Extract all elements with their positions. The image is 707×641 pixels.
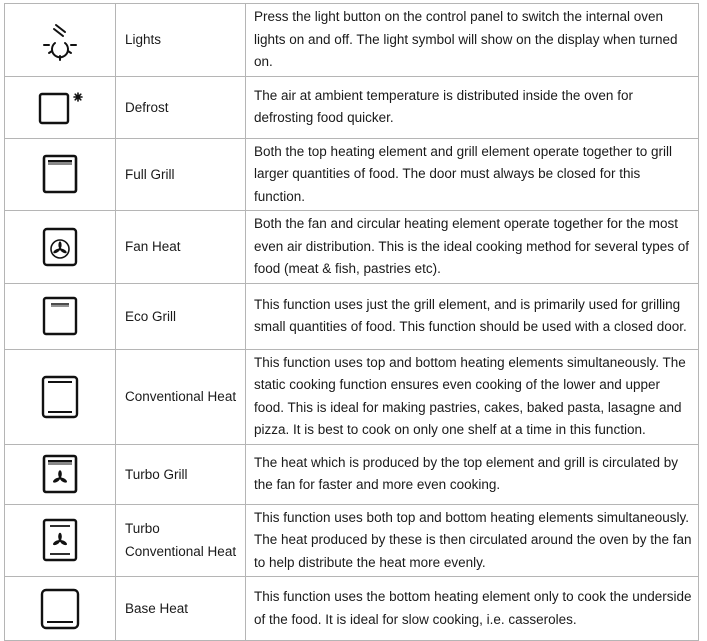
function-name: Defrost — [116, 76, 246, 138]
base-heat-icon — [38, 586, 82, 632]
function-description: The air at ambient temperature is distributed inside the oven for defrosting food quicker. — [246, 76, 699, 138]
table-row — [5, 76, 699, 138]
table-row — [5, 577, 699, 641]
full-grill-icon — [40, 152, 80, 196]
function-description: This function uses top and bottom heating elements simultaneously. The static cooking function ensures even cooking of the lower and upper food. This is ideal for making pastries, cakes, baked pasta, lasagne and pizza. It is best to cook on only one shelf at a time in this function. — [246, 349, 699, 444]
eco-grill-icon — [40, 294, 80, 338]
function-description: This function uses the bottom heating element only to cook the underside of the food. It is ideal for slow cooking, i.e. casseroles. — [246, 577, 699, 641]
turbo-conventional-heat-icon — [40, 516, 80, 564]
function-name: Conventional Heat — [116, 349, 246, 444]
table-row — [5, 211, 699, 284]
function-name: Eco Grill — [116, 283, 246, 349]
table-row — [5, 444, 699, 504]
function-name: Fan Heat — [116, 211, 246, 284]
function-name: Base Heat — [116, 577, 246, 641]
function-description: Both the fan and circular heating element operate together for the most even air distribution. This is the ideal cooking method for several types of food (meat & fish, pastries etc). — [246, 211, 699, 284]
function-description: The heat which is produced by the top element and grill is circulated by the fan for faster and more even cooking. — [246, 444, 699, 504]
table-row — [5, 283, 699, 349]
function-description: Both the top heating element and grill element operate together to grill larger quantities of food. The door must always be closed for this function. — [246, 138, 699, 211]
function-name: Lights — [116, 4, 246, 77]
function-name-line: Conventional Heat — [125, 544, 237, 560]
function-name — [116, 504, 246, 577]
table-row — [5, 504, 699, 577]
turbo-grill-icon — [40, 452, 80, 496]
table-row — [5, 138, 699, 211]
function-description: This function uses both top and bottom heating elements simultaneously. The heat produced by these is then circulated around the oven by the fan to help distribute the heat more evenly. — [246, 504, 699, 577]
fan-heat-icon — [40, 225, 80, 269]
function-name: Turbo Grill — [116, 444, 246, 504]
function-description: This function uses just the grill element, and is primarily used for grilling small quantities of food. This function should be used with a closed door. — [246, 283, 699, 349]
oven-functions-table — [4, 3, 699, 641]
light-icon — [36, 16, 84, 64]
function-description: Press the light button on the control panel to switch the internal oven lights on and off. The light symbol will show on the display when turned on. — [246, 4, 699, 77]
table-row — [5, 349, 699, 444]
table-row — [5, 4, 699, 77]
function-name-line: Turbo — [125, 521, 160, 537]
conventional-heat-icon — [40, 373, 80, 421]
function-name: Full Grill — [116, 138, 246, 211]
defrost-icon — [36, 87, 84, 127]
